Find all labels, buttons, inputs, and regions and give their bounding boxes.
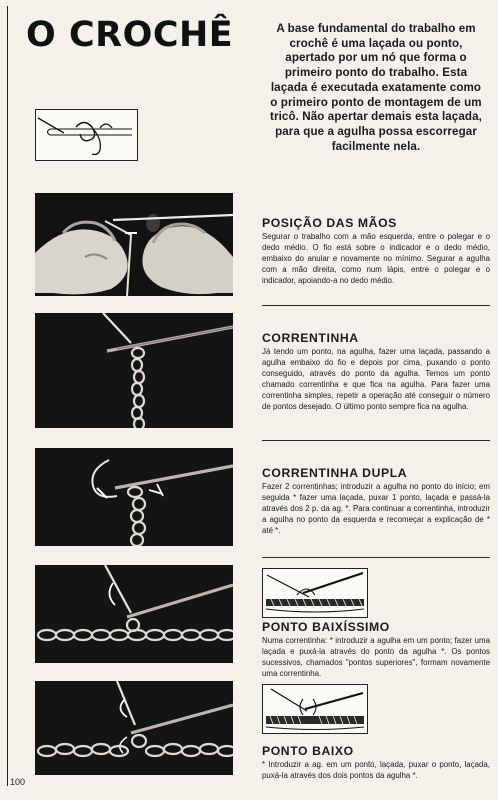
section-title: CORRENTINHA DUPLA bbox=[262, 466, 408, 480]
page-number: 100 bbox=[10, 777, 26, 787]
section-slip-stitch bbox=[262, 620, 490, 680]
section-text: Numa correntinha: * introduzir a agulha em um ponto; fazer uma laçada e puxá-la através do ponto da agulha *. Os pontos sucessivos, chamados "pontos superiores", formam novamente uma correntinha. bbox=[262, 636, 490, 678]
section-title: POSIÇÃO DAS MÃOS bbox=[262, 216, 397, 230]
section-divider bbox=[262, 440, 490, 441]
photo-chain-stitch bbox=[35, 313, 233, 428]
margin-rule bbox=[7, 6, 8, 786]
slip-stitch-diagram bbox=[262, 568, 368, 618]
single-crochet-diagram bbox=[262, 684, 368, 734]
section-text: Fazer 2 correntinhas; introduzir a agulha no ponto do início; em seguida * fazer uma laçada, puxar 1 ponto, laçada e passá-la através dos 2 p. da ag. *. Para continuar a correntinha, introduzir a agulha no ponto da esquerda e recomeçar a explicação de * até *. bbox=[262, 482, 490, 535]
intro-paragraph: A base fundamental do trabalho em crochê é uma laçada ou ponto, apertado por um nó que forma o primeiro ponto do trabalho. Esta laçada é executada exatamente como o primeiro ponto de montagem de um tricô. Não apertar demais esta laçada, para que a agulha possa escorregar facilmente nela. bbox=[270, 22, 482, 153]
section-text: * Introduzir a ag. em um ponto, laçada, puxar o ponto, laçada, puxá-la através dos dois pontos da agulha *. bbox=[262, 760, 490, 780]
section-single-crochet bbox=[262, 744, 490, 782]
page-title: O CROCHÊ bbox=[26, 15, 234, 55]
photo-single-crochet bbox=[35, 681, 233, 775]
photo-double-chain bbox=[35, 448, 233, 546]
photo-slip-stitch bbox=[35, 565, 233, 663]
section-divider bbox=[262, 305, 490, 306]
section-divider bbox=[262, 557, 490, 558]
section-title: PONTO BAIXÍSSIMO bbox=[262, 620, 390, 634]
slip-knot-sketch bbox=[35, 109, 138, 161]
section-double-chain bbox=[262, 466, 490, 537]
section-text: Já tendo um ponto, na agulha, fazer uma laçada, passando a agulha embaixo do fio e depois por cima, puxando o ponto conseguido, através do ponto da agulha. Temos um ponto chamado correntinha e que fica na agulha. Para fazer uma correntinha simples, repetir a operação até conseguir o número de pontos desejado. O último ponto sempre fica na agulha. bbox=[262, 347, 490, 411]
section-title: PONTO BAIXO bbox=[262, 744, 354, 758]
section-chain bbox=[262, 331, 490, 412]
section-text: Segurar o trabalho com a mão esquerda, entre o polegar e o dedo médio. O fio está sobre o indicador e o dedo médio, embaixo do anular e novamente no mínimo. Segurar a agulha com a mão direita, como num lápis, entre o polegar e o indicador, apoiando-a no dedo médio. bbox=[262, 232, 490, 285]
photo-hand-position bbox=[35, 193, 233, 296]
section-title: CORRENTINHA bbox=[262, 331, 359, 345]
section-hand-position bbox=[262, 216, 490, 287]
